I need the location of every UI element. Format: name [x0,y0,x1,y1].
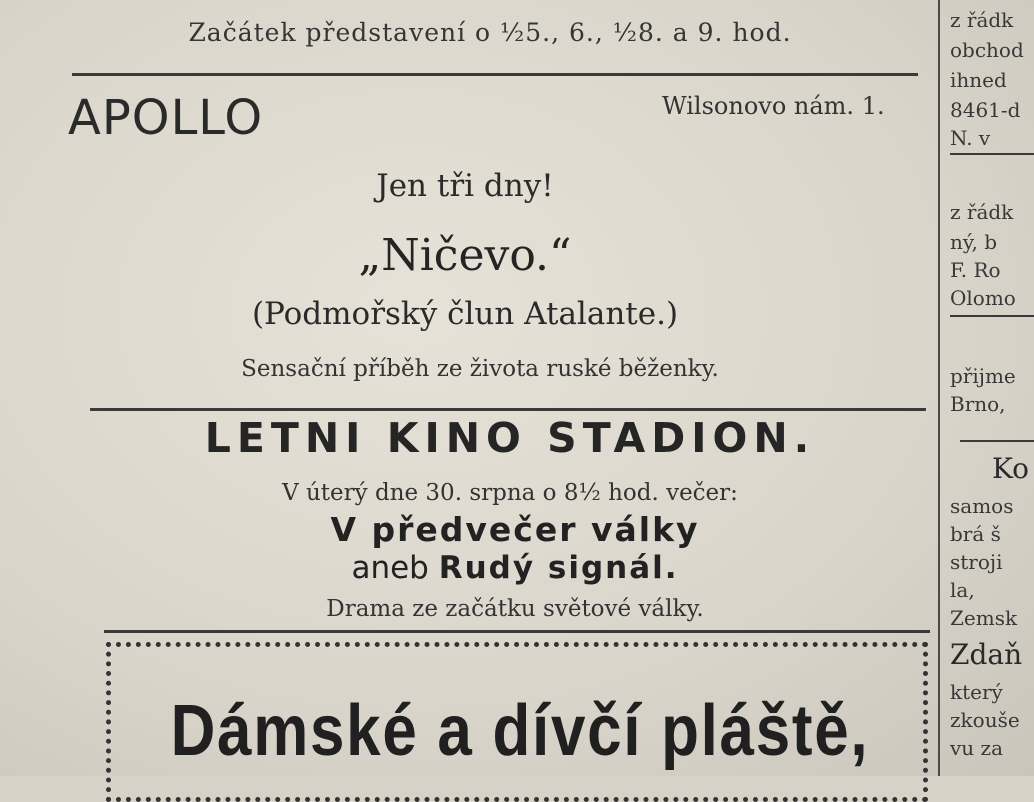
right-column-line: obchod [950,38,1024,62]
section-divider [90,408,926,411]
right-column-line: ný, b [950,230,998,254]
showtimes-line: Začátek představení o ½5., 6., ½8. a 9. hod. [188,18,792,47]
column-divider [938,0,940,776]
right-column-line: vu za [950,736,1003,760]
right-column-line: stroji [950,550,1003,574]
right-column-line: Zemsk [950,606,1018,630]
screening-date: V úterý dne 30. srpna o 8½ hod. večer: [282,480,738,506]
right-column-line: samos [950,494,1014,518]
right-column-divider [950,315,1034,317]
right-column-divider [950,153,1034,155]
film-description: Sensační příběh ze života ruské běženky. [241,356,719,382]
right-column-line: z řádk [950,200,1014,224]
advertisement-headline: Dámské a dívčí pláště, [170,691,870,771]
cinema-name-stadion: LETNI KINO STADION. [204,414,816,462]
section-divider [72,73,918,76]
right-column-line: Olomo [950,286,1016,310]
cinema-address: Wilsonovo nám. 1. [662,92,885,120]
right-column-line: ihned [950,68,1007,92]
feature-description: Drama ze začátku světové války. [326,596,704,622]
right-column-line: la, [950,578,975,602]
right-column-line: přijme [950,364,1016,388]
right-column-line: F. Ro [950,258,1001,282]
right-column-line: který [950,680,1003,704]
right-column-line: N. v [950,126,991,150]
right-column-line: z řádk [950,8,1014,32]
feature-subtitle-prefix: aneb [351,550,429,586]
promo-text: Jen tři dny! [376,168,554,204]
right-column-line: Brno, [950,392,1006,416]
cinema-name-apollo: APOLLO [68,90,264,146]
right-column-divider [960,440,1034,442]
film-subtitle: (Podmořský člun Atalante.) [251,296,679,332]
feature-subtitle [130,550,900,586]
film-title: „Ničevo.“ [358,230,572,281]
right-column-heading: Ko [992,452,1030,485]
right-column-line: brá š [950,522,1001,546]
right-column-heading: Zdaň [950,638,1023,671]
right-column-line: zkouše [950,708,1020,732]
section-divider [104,630,930,633]
right-column-line: 8461-d [950,98,1021,122]
feature-title: V předvečer války [330,510,700,549]
feature-subtitle-main: Rudý signál. [438,550,679,586]
